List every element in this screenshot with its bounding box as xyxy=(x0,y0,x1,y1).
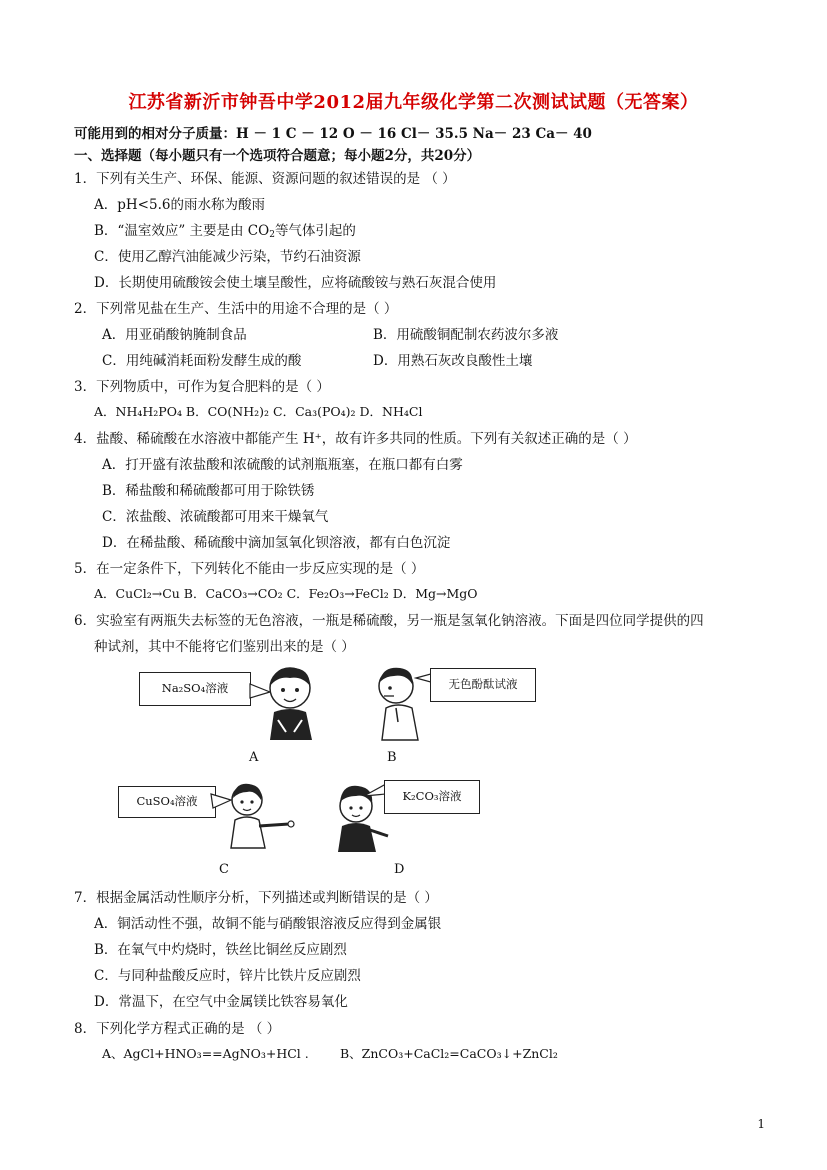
q8-option-b: B、ZnCO₃+CaCl₂=CaCO₃↓+ZnCl₂ xyxy=(340,1046,558,1061)
q4-option-c: C．浓盐酸、浓硫酸都可用来干燥氧气 xyxy=(102,509,329,525)
page-number: 1 xyxy=(757,1117,765,1131)
q6-stem-line2: 种试剂，其中不能将它们鉴别出来的是（ ） xyxy=(94,639,355,655)
q1-option-c: C．使用乙醇汽油能减少污染，节约石油资源 xyxy=(94,249,361,265)
q7-option-d: D．常温下，在空气中金属镁比铁容易氧化 xyxy=(94,994,348,1010)
q2-option-a: A．用亚硝酸钠腌制食品 xyxy=(102,327,247,343)
speech-bubble-c: CuSO₄溶液 xyxy=(118,786,216,818)
q6-stem-line1: 6．实验室有两瓶失去标签的无色溶液，一瓶是稀硫酸，另一瓶是氢氧化钠溶液。下面是四位同学提供的四 xyxy=(74,613,704,629)
q4-option-b: B．稀盐酸和稀硫酸都可用于除铁锈 xyxy=(102,483,315,499)
page-title: 江苏省新沂市钟吾中学2012届九年级化学第二次测试试题（无答案） xyxy=(128,92,699,113)
student-c-illustration xyxy=(205,780,300,850)
atomic-masses: 可能用到的相对分子质量：H － 1 C － 12 O － 16 Cl－ 35.5 Na－ 23 Ca－ 40 xyxy=(74,126,592,142)
figure-label-b: B xyxy=(387,750,397,765)
figure-label-d: D xyxy=(394,862,405,877)
q1-option-b: B．“温室效应” 主要是由 $CO_2$等气体引起的 xyxy=(94,223,356,240)
figure-label-a: A xyxy=(249,750,259,765)
q7-option-a: A．铜活动性不强，故铜不能与硝酸银溶液反应得到金属银 xyxy=(94,916,442,932)
figure-label-c: C xyxy=(219,862,229,877)
q3-options: A．NH₄H₂PO₄ B．CO(NH₂)₂ C．Ca₃(PO₄)₂ D．NH₄Cl xyxy=(94,404,423,419)
q7-stem: 7．根据金属活动性顺序分析，下列描述或判断错误的是（ ） xyxy=(74,890,438,906)
section-heading: 一、选择题（每小题只有一个选项符合题意；每小题2分，共20分） xyxy=(74,148,481,164)
q3-stem: 3．下列物质中，可作为复合肥料的是（ ） xyxy=(74,379,330,395)
q2-stem: 2．下列常见盐在生产、生活中的用途不合理的是（ ） xyxy=(74,301,398,317)
speech-bubble-b: 无色酚酞试液 xyxy=(430,668,536,702)
q8-stem: 8．下列化学方程式正确的是 （ ） xyxy=(74,1021,281,1037)
q7-option-c: C．与同种盐酸反应时，锌片比铁片反应剧烈 xyxy=(94,968,361,984)
student-a-illustration xyxy=(240,662,330,742)
q4-stem: 4．盐酸、稀硫酸在水溶液中都能产生 H⁺，故有许多共同的性质。下列有关叙述正确的是（ ） xyxy=(74,431,637,447)
q4-option-d: D．在稀盐酸、稀硫酸中滴加氢氧化钡溶液，都有白色沉淀 xyxy=(102,535,451,551)
q1-option-d: D．长期使用硫酸铵会使土壤呈酸性，应将硫酸铵与熟石灰混合使用 xyxy=(94,275,497,291)
speech-bubble-d: K₂CO₃溶液 xyxy=(384,780,480,814)
q1-stem: 1．下列有关生产、环保、能源、资源问题的叙述错误的是 （ ） xyxy=(74,171,456,187)
q4-option-a: A．打开盛有浓盐酸和浓硫酸的试剂瓶瓶塞，在瓶口都有白雾 xyxy=(102,457,463,473)
q1-option-a: A．pH<5.6的雨水称为酸雨 xyxy=(94,197,265,213)
q5-options: A．CuCl₂→Cu B．CaCO₃→CO₂ C．Fe₂O₃→FeCl₂ D．Mg→MgO xyxy=(94,586,478,601)
q8-option-a: A、AgCl+HNO₃==AgNO₃+HCl . xyxy=(102,1046,309,1061)
q2-option-b: B．用硫酸铜配制农药波尔多液 xyxy=(373,327,559,343)
q7-option-b: B．在氧气中灼烧时，铁丝比铜丝反应剧烈 xyxy=(94,942,347,958)
q5-stem: 5．在一定条件下，下列转化不能由一步反应实现的是（ ） xyxy=(74,561,425,577)
speech-bubble-a: Na₂SO₄溶液 xyxy=(139,672,251,706)
q2-option-d: D．用熟石灰改良酸性土壤 xyxy=(373,353,533,369)
q2-option-c: C．用纯碱消耗面粉发酵生成的酸 xyxy=(102,353,302,369)
